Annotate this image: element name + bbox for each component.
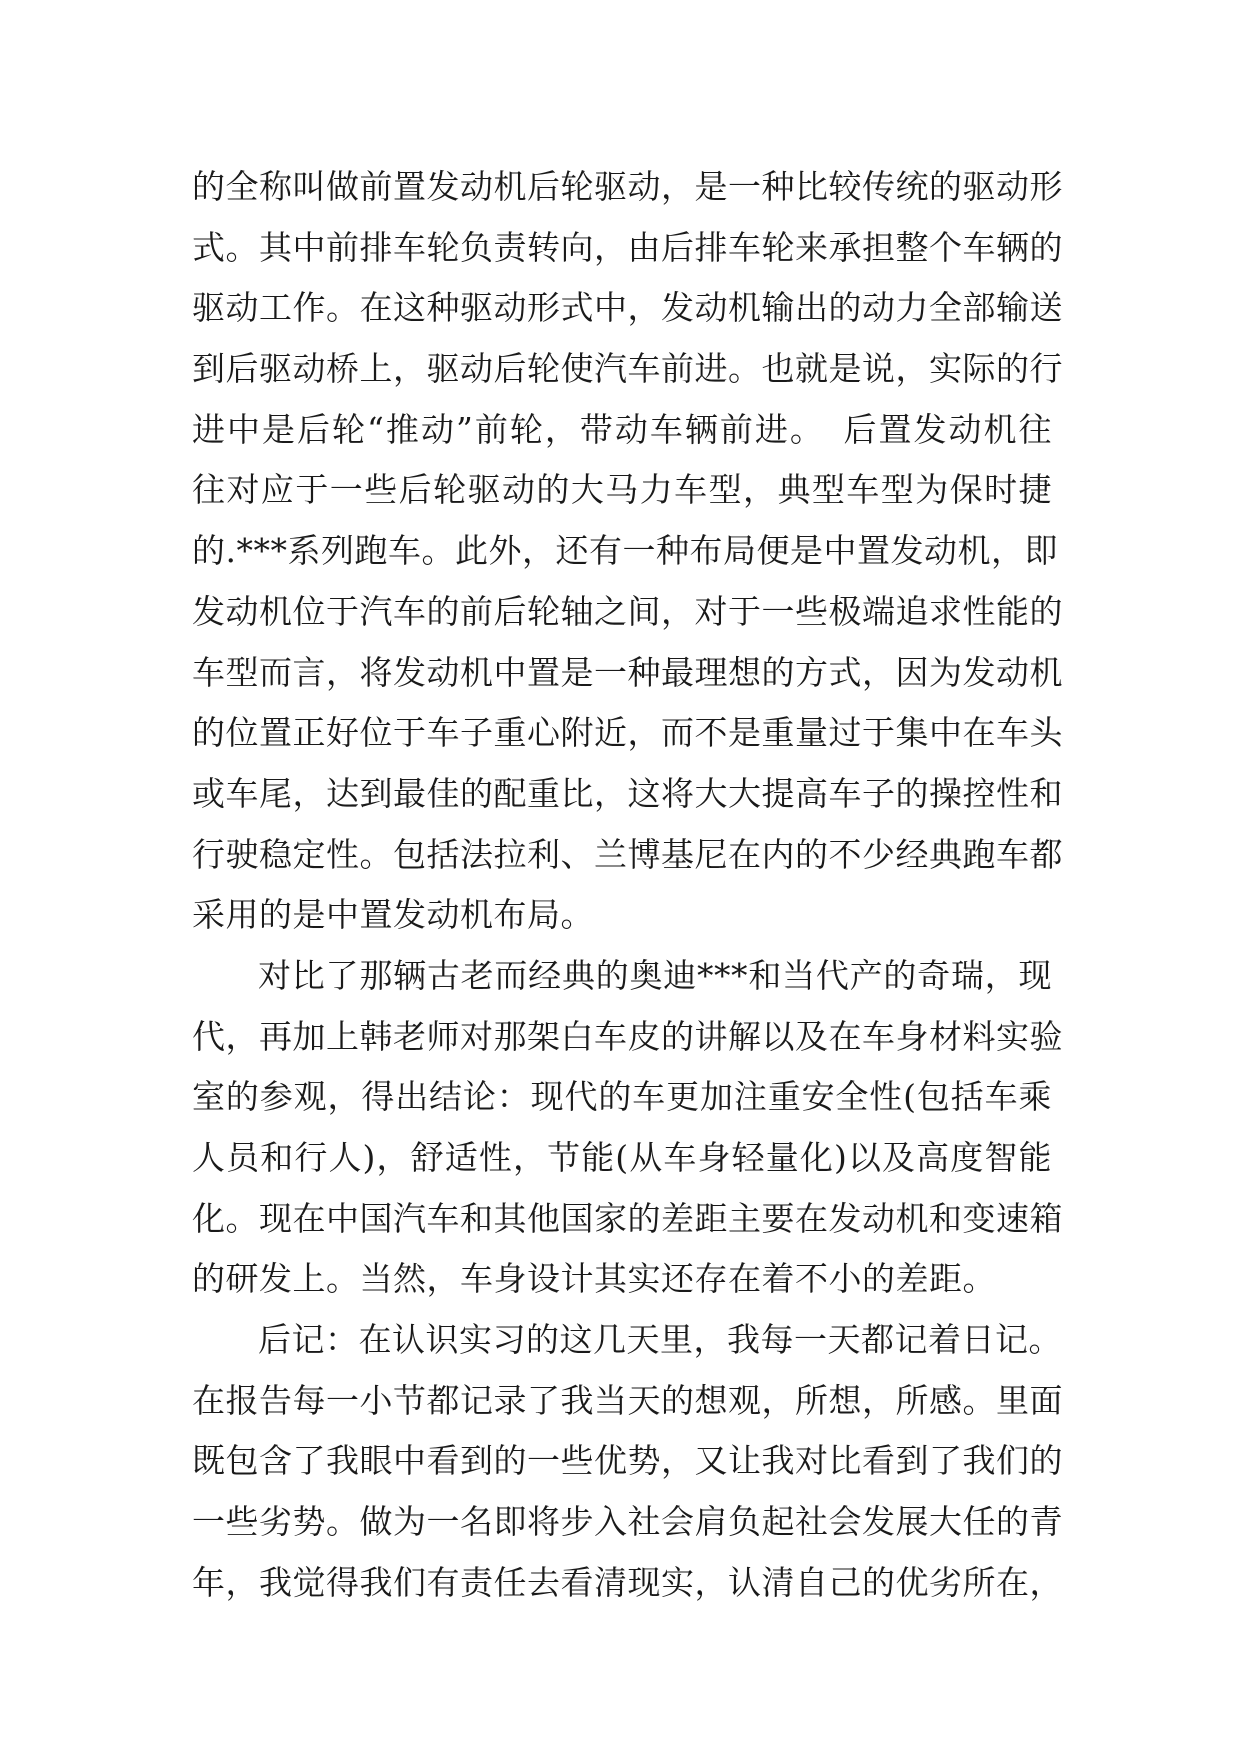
text-line: 或车尾，达到最佳的配重比，这将大大提高车子的操控性和 <box>192 773 1063 813</box>
text-line: 的.***系列跑车。此外，还有一种布局便是中置发动机，即 <box>192 531 1058 571</box>
text-line: 采用的是中置发动机布局。 <box>192 895 594 935</box>
text-line: 的位置正好位于车子重心附近，而不是重量过于集中在车头 <box>192 713 1063 753</box>
text-line: 式。其中前排车轮负责转向，由后排车轮来承担整个车辆的 <box>192 227 1063 267</box>
text-line: 既包含了我眼中看到的一些优势，又让我对比看到了我们的 <box>192 1441 1063 1481</box>
text-line: 车型而言，将发动机中置是一种最理想的方式，因为发动机 <box>192 652 1063 692</box>
text-line: 行驶稳定性。包括法拉利、兰博基尼在内的不少经典跑车都 <box>192 834 1063 874</box>
text-line: 室的参观，得出结论：现代的车更加注重安全性(包括车乘 <box>192 1077 1052 1117</box>
text-line: 发动机位于汽车的前后轮轴之间，对于一些极端追求性能的 <box>192 591 1063 631</box>
text-line: 一些劣势。做为一名即将步入社会肩负起社会发展大任的青 <box>192 1502 1063 1542</box>
paragraph-start-line: 后记：在认识实习的这几天里，我每一天都记着日记。 <box>258 1320 1062 1360</box>
text-line: 化。现在中国汽车和其他国家的差距主要在发动机和变速箱 <box>192 1198 1063 1238</box>
paragraph-start-line: 对比了那辆古老而经典的奥迪***和当代产的奇瑞，现 <box>258 955 1052 995</box>
text-line: 年，我觉得我们有责任去看清现实，认清自己的优劣所在， <box>192 1562 1063 1602</box>
text-line: 到后驱动桥上，驱动后轮使汽车前进。也就是说，实际的行 <box>192 349 1063 389</box>
text-line: 在报告每一小节都记录了我当天的想观，所想，所感。里面 <box>192 1380 1063 1420</box>
text-line: 人员和行人)，舒适性，节能(从车身轻量化)以及高度智能 <box>192 1138 1052 1177</box>
text-line: 的全称叫做前置发动机后轮驱动，是一种比较传统的驱动形 <box>192 167 1063 206</box>
text-line: 驱动工作。在这种驱动形式中，发动机输出的动力全部输送 <box>192 288 1063 328</box>
text-line: 进中是后轮“推动”前轮，带动车辆前进。 后置发动机往 <box>192 409 1052 449</box>
text-line: 的研发上。当然，车身设计其实还存在着不小的差距。 <box>192 1259 996 1299</box>
text-line: 代，再加上韩老师对那架白车皮的讲解以及在车身材料实验 <box>192 1016 1063 1056</box>
body-text <box>192 157 1063 1614</box>
text-line: 往对应于一些后轮驱动的大马力车型，典型车型为保时捷 <box>192 470 1052 510</box>
